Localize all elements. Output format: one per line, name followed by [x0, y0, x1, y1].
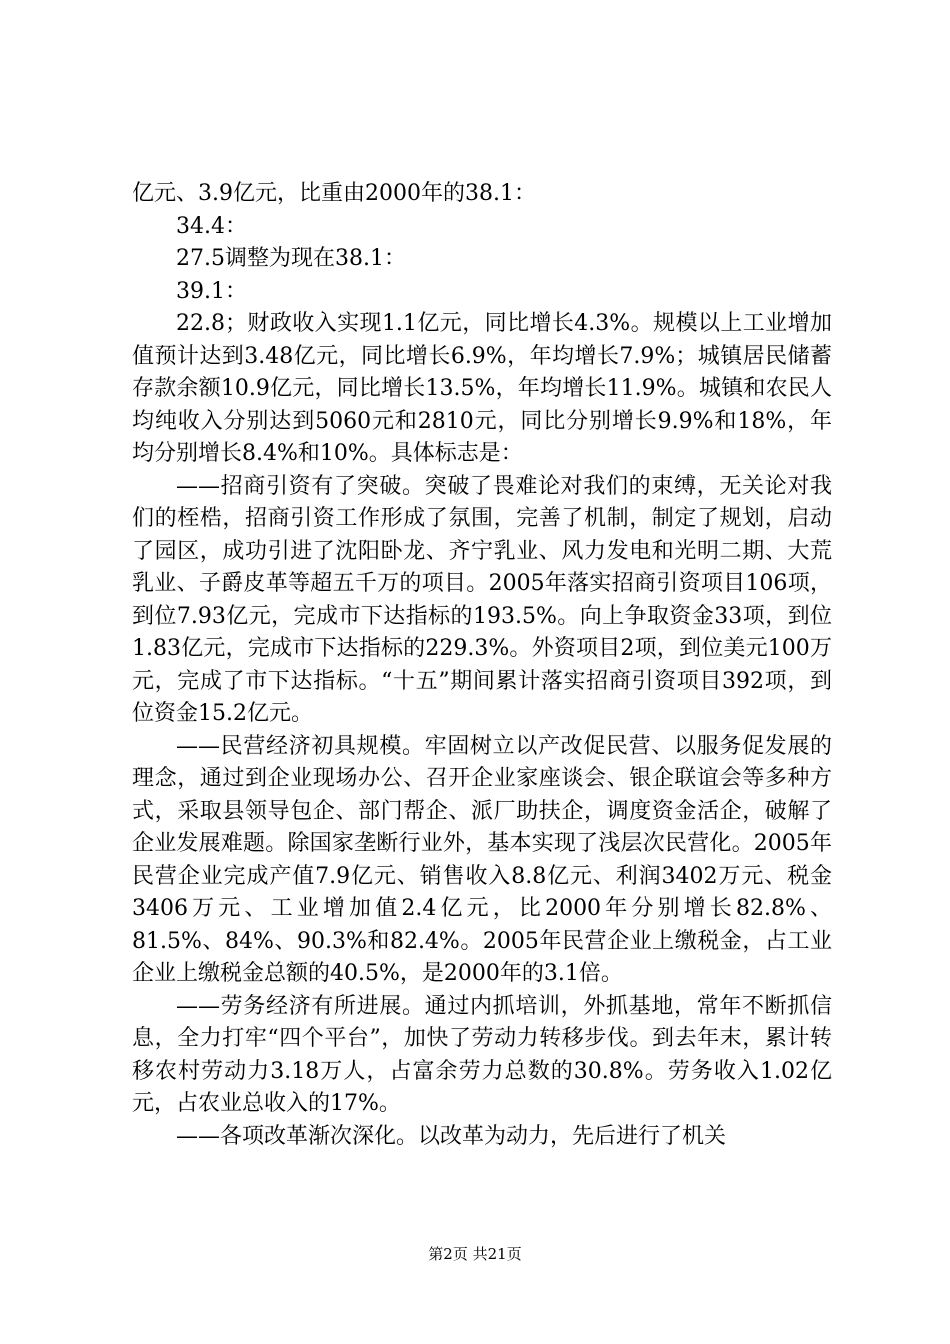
paragraph-ratio-2: 27.5调整为现在38.1： — [176, 246, 406, 271]
page-footer — [0, 1244, 950, 1264]
paragraph-ratio-3: 39.1： — [176, 278, 247, 304]
paragraph-ratio-1: 34.4： — [176, 213, 247, 239]
paragraph-private-economy: ——民营经济初具规模。牢固树立以产改促民营、以服务促发展的理念，通过到企业现场办公、召开企业家座谈会、银企联谊会等多种方式，采取县领导包企、部门帮企、派厂助扶企，调度资金活企，破解了企业发展难题。除国家垄断行业外，基本实现了浅层次民营化。2005年民营企业完成产值7.9亿元、销售收入8.8亿元、利润3402万元、税金3406万元、工业增加值2.4亿元，比2000年分别增长82.8%、81.5%、84%、90.3%和82.4%。2005年民营企业上缴税金，占工业企业上缴税金总额的40.5%，是2000年的3.1倍。 — [132, 733, 832, 986]
paragraph-continuation: 亿元、3.9亿元，比重由2000年的38.1： — [132, 181, 536, 206]
document-body — [132, 178, 832, 1153]
paragraph-fiscal-summary: 22.8；财政收入实现1.1亿元，同比增长4.3%。规模以上工业增加值预计达到3.48亿元，同比增长6.9%，年均增长7.9%；城镇居民储蓄存款余额10.9亿元，同比增长13.5%，年均增长11.9%。城镇和农民人均纯收入分别达到5060元和2810元，同比分别增长9.9%和18%，年均分别增长8.4%和10%。具体标志是： — [132, 311, 832, 466]
paragraph-reform: ——各项改革渐次深化。以改革为动力，先后进行了机关 — [176, 1123, 727, 1149]
page-number-label: 第2页 共21页 — [428, 1245, 522, 1263]
paragraph-investment: ——招商引资有了突破。突破了畏难论对我们的束缚，无关论对我们的桎梏，招商引资工作形成了氛围，完善了机制，制定了规划，启动了园区，成功引进了沈阳卧龙、齐宁乳业、风力发电和光明二期、大荒乳业、子爵皮革等超五千万的项目。2005年落实招商引资项目106项，到位7.93亿元，完成市下达指标的193.5%。向上争取资金33项，到位1.83亿元，完成市下达指标的229.3%。外资项目2项，到位美元100万元，完成了市下达指标。“十五”期间累计落实招商引资项目392项，到位资金15.2亿元。 — [132, 473, 832, 726]
paragraph-labor-economy: ——劳务经济有所进展。通过内抓培训，外抓基地，常年不断抓信息，全力打牢“四个平台”，加快了劳动力转移步伐。到去年末，累计转移农村劳动力3.18万人，占富余劳力总数的30.8%。劳务收入1.02亿元，占农业总收入的17%。 — [132, 993, 832, 1116]
